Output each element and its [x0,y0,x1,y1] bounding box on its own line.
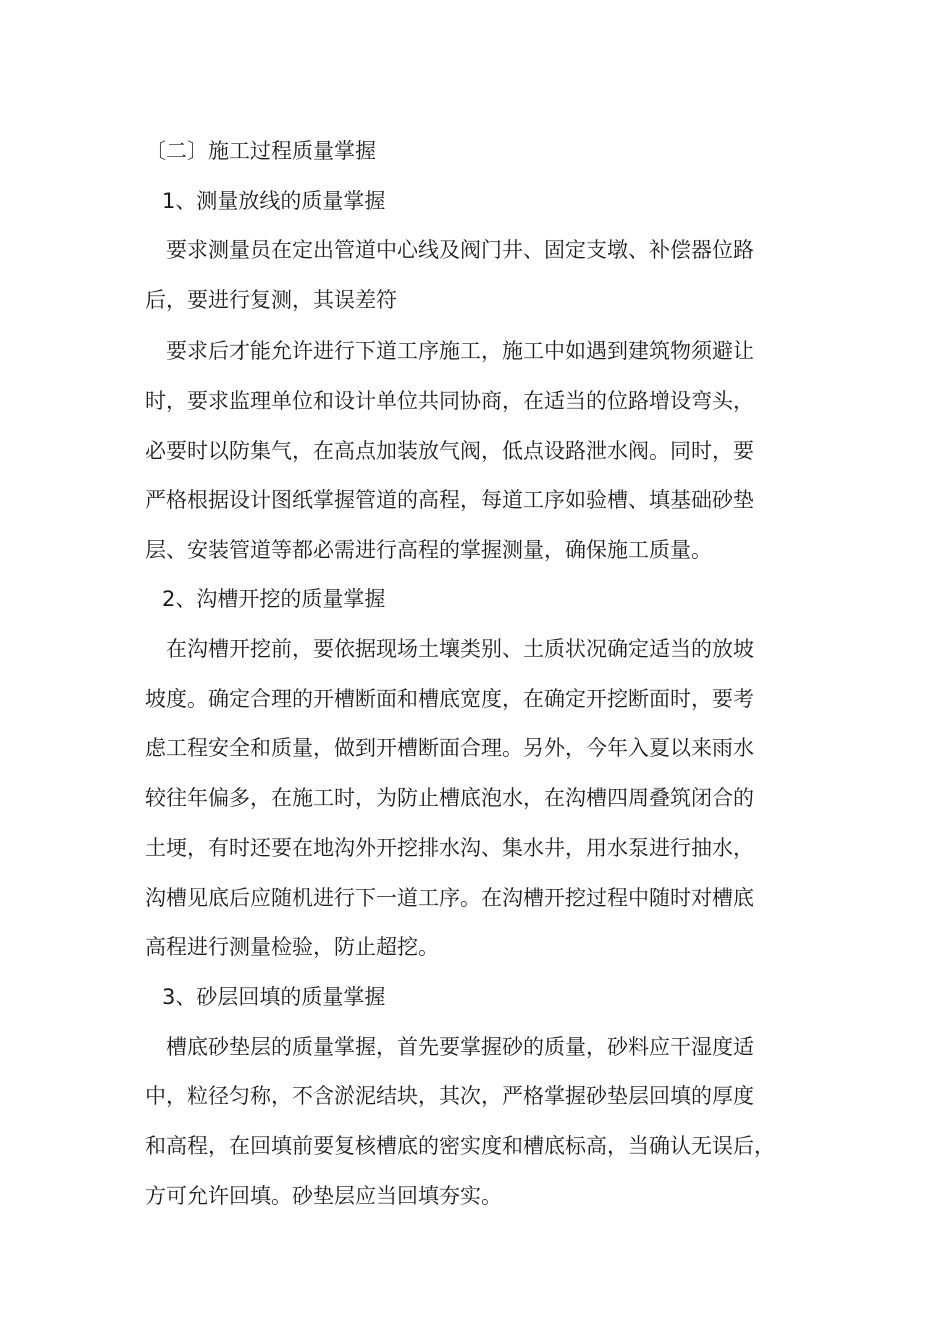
subsection-heading: 1、测量放线的质量掌握 [162,189,386,213]
paragraph-line: 严格根据设计图纸掌握管道的高程，每道工序如验槽、填基础砂垫 [145,488,754,512]
paragraph-line: 要求测量员在定出管道中心线及阀门井、固定支墩、补偿器位路 [166,238,754,262]
subsection-heading: 3、砂层回填的质量掌握 [162,985,386,1009]
paragraph-line: 中，粒径匀称，不含淤泥结块，其次，严格掌握砂垫层回填的厚度 [145,1084,754,1108]
paragraph-line: 时，要求监理单位和设计单位共同协商，在适当的位路增设弯头， [145,389,754,413]
paragraph-line: 土埂，有时还要在地沟外开挖排水沟、集水井，用水泵进行抽水， [145,836,754,860]
paragraph-line: 槽底砂垫层的质量掌握，首先要掌握砂的质量，砂料应干湿度适 [166,1035,754,1059]
paragraph-line: 虑工程安全和质量，做到开槽断面合理。另外，今年入夏以来雨水 [145,736,754,760]
paragraph-line: 后，要进行复测，其误差符 [145,288,397,312]
section-heading: 〔二〕施工过程质量掌握 [145,139,376,163]
paragraph-line: 较往年偏多，在施工时，为防止槽底泡水，在沟槽四周叠筑闭合的 [145,786,754,810]
paragraph-line: 在沟槽开挖前，要依据现场土壤类别、土质状况确定适当的放坡 [166,637,754,661]
paragraph-line: 坡度。确定合理的开槽断面和槽底宽度，在确定开挖断面时，要考 [145,687,754,711]
paragraph-line: 方可允许回填。砂垫层应当回填夯实。 [145,1184,502,1208]
paragraph-line: 沟槽见底后应随机进行下一道工序。在沟槽开挖过程中随时对槽底 [145,886,754,910]
paragraph-line: 层、安装管道等都必需进行高程的掌握测量，确保施工质量。 [145,538,712,562]
paragraph-line: 要求后才能允许进行下道工序施工，施工中如遇到建筑物须避让 [166,339,754,363]
paragraph-line: 必要时以防集气，在高点加装放气阀，低点设路泄水阀。同时，要 [145,439,754,463]
subsection-heading: 2、沟槽开挖的质量掌握 [162,587,386,611]
paragraph-line: 高程进行测量检验，防止超挖。 [145,935,439,959]
paragraph-line: 和高程，在回填前要复核槽底的密实度和槽底标高，当确认无误后， [145,1134,775,1158]
